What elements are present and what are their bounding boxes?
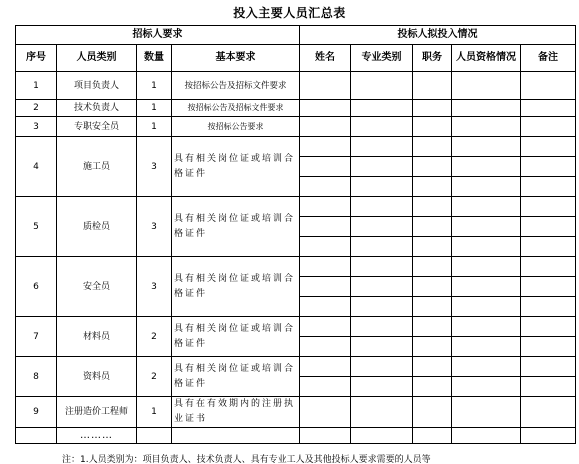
col-header-position: 职务 bbox=[413, 45, 452, 72]
row-index bbox=[16, 428, 57, 444]
cell-position[interactable] bbox=[413, 157, 452, 177]
cell-specialty[interactable] bbox=[351, 72, 413, 100]
cell-position[interactable] bbox=[413, 72, 452, 100]
cell-position[interactable] bbox=[413, 297, 452, 317]
cell-qualification[interactable] bbox=[452, 237, 521, 257]
cell-position[interactable] bbox=[413, 357, 452, 377]
row-requirement: 具有相关岗位证或培训合格证件 bbox=[172, 197, 300, 257]
cell-remarks[interactable] bbox=[521, 72, 576, 100]
cell-specialty[interactable] bbox=[351, 337, 413, 357]
row-category: 资料员 bbox=[57, 357, 137, 397]
row-category: 材料员 bbox=[57, 317, 137, 357]
cell-remarks[interactable] bbox=[521, 277, 576, 297]
row-requirement: 具有相关岗位证或培训合格证件 bbox=[172, 357, 300, 397]
col-header-remarks: 备注 bbox=[521, 45, 576, 72]
row-quantity bbox=[137, 428, 172, 444]
cell-qualification[interactable] bbox=[452, 100, 521, 117]
cell-remarks[interactable] bbox=[521, 428, 576, 444]
cell-remarks[interactable] bbox=[521, 397, 576, 428]
cell-qualification[interactable] bbox=[452, 72, 521, 100]
cell-name[interactable] bbox=[300, 157, 351, 177]
row-quantity: 1 bbox=[137, 72, 172, 100]
cell-position[interactable] bbox=[413, 337, 452, 357]
row-requirement: 具有在有效期内的注册执业证书 bbox=[172, 397, 300, 428]
cell-qualification[interactable] bbox=[452, 428, 521, 444]
col-header-requirement: 基本要求 bbox=[172, 45, 300, 72]
row-index: 3 bbox=[16, 117, 57, 137]
cell-qualification[interactable] bbox=[452, 197, 521, 217]
cell-name[interactable] bbox=[300, 217, 351, 237]
col-header-qualification: 人员资格情况 bbox=[452, 45, 521, 72]
cell-specialty[interactable] bbox=[351, 177, 413, 197]
table-row bbox=[16, 257, 576, 277]
row-quantity: 1 bbox=[137, 117, 172, 137]
row-category: 项目负责人 bbox=[57, 72, 137, 100]
row-index: 4 bbox=[16, 137, 57, 197]
cell-remarks[interactable] bbox=[521, 317, 576, 337]
row-quantity: 1 bbox=[137, 100, 172, 117]
row-index: 6 bbox=[16, 257, 57, 317]
cell-name[interactable] bbox=[300, 117, 351, 137]
column-header-row bbox=[16, 45, 576, 72]
cell-qualification[interactable] bbox=[452, 177, 521, 197]
cell-qualification[interactable] bbox=[452, 357, 521, 377]
cell-position[interactable] bbox=[413, 257, 452, 277]
cell-qualification[interactable] bbox=[452, 277, 521, 297]
cell-name[interactable] bbox=[300, 197, 351, 217]
cell-position[interactable] bbox=[413, 100, 452, 117]
cell-qualification[interactable] bbox=[452, 297, 521, 317]
cell-name[interactable] bbox=[300, 428, 351, 444]
row-index: 9 bbox=[16, 397, 57, 428]
cell-position[interactable] bbox=[413, 217, 452, 237]
cell-remarks[interactable] bbox=[521, 377, 576, 397]
table-row bbox=[16, 357, 576, 377]
cell-qualification[interactable] bbox=[452, 137, 521, 157]
cell-name[interactable] bbox=[300, 337, 351, 357]
cell-specialty[interactable] bbox=[351, 277, 413, 297]
row-quantity: 1 bbox=[137, 397, 172, 428]
cell-qualification[interactable] bbox=[452, 337, 521, 357]
row-index: 8 bbox=[16, 357, 57, 397]
row-requirement: 按招标公告及招标文件要求 bbox=[172, 100, 300, 117]
cell-specialty[interactable] bbox=[351, 257, 413, 277]
cell-qualification[interactable] bbox=[452, 217, 521, 237]
cell-remarks[interactable] bbox=[521, 257, 576, 277]
cell-position[interactable] bbox=[413, 317, 452, 337]
col-header-specialty: 专业类别 bbox=[351, 45, 413, 72]
row-requirement: 具有相关岗位证或培训合格证件 bbox=[172, 137, 300, 197]
group-header-row bbox=[16, 26, 576, 45]
cell-specialty[interactable] bbox=[351, 217, 413, 237]
table-row bbox=[16, 397, 576, 428]
cell-name[interactable] bbox=[300, 377, 351, 397]
cell-position[interactable] bbox=[413, 237, 452, 257]
table-row bbox=[16, 117, 576, 137]
cell-specialty[interactable] bbox=[351, 357, 413, 377]
cell-specialty[interactable] bbox=[351, 157, 413, 177]
cell-name[interactable] bbox=[300, 277, 351, 297]
cell-position[interactable] bbox=[413, 137, 452, 157]
row-category: 注册造价工程师 bbox=[57, 397, 137, 428]
row-requirement bbox=[172, 428, 300, 444]
row-category: 安全员 bbox=[57, 257, 137, 317]
cell-qualification[interactable] bbox=[452, 157, 521, 177]
page-title: 投入主要人员汇总表 bbox=[233, 6, 346, 20]
cell-specialty[interactable] bbox=[351, 317, 413, 337]
cell-name[interactable] bbox=[300, 72, 351, 100]
cell-remarks[interactable] bbox=[521, 137, 576, 157]
cell-specialty[interactable] bbox=[351, 237, 413, 257]
cell-qualification[interactable] bbox=[452, 117, 521, 137]
row-quantity: 2 bbox=[137, 357, 172, 397]
cell-specialty[interactable] bbox=[351, 117, 413, 137]
ellipsis-row bbox=[16, 428, 576, 444]
cell-position[interactable] bbox=[413, 277, 452, 297]
cell-position[interactable] bbox=[413, 177, 452, 197]
cell-name[interactable] bbox=[300, 317, 351, 337]
row-requirement: 具有相关岗位证或培训合格证件 bbox=[172, 317, 300, 357]
row-requirement: 按招标公告及招标文件要求 bbox=[172, 72, 300, 100]
col-header-index: 序号 bbox=[16, 45, 57, 72]
cell-name[interactable] bbox=[300, 297, 351, 317]
cell-name[interactable] bbox=[300, 177, 351, 197]
cell-specialty[interactable] bbox=[351, 428, 413, 444]
cell-specialty[interactable] bbox=[351, 137, 413, 157]
cell-name[interactable] bbox=[300, 137, 351, 157]
table-row bbox=[16, 317, 576, 337]
row-requirement: 按招标公告要求 bbox=[172, 117, 300, 137]
cell-remarks[interactable] bbox=[521, 157, 576, 177]
table-row bbox=[16, 100, 576, 117]
cell-remarks[interactable] bbox=[521, 197, 576, 217]
row-quantity: 3 bbox=[137, 197, 172, 257]
row-category: 技术负责人 bbox=[57, 100, 137, 117]
cell-remarks[interactable] bbox=[521, 177, 576, 197]
cell-position[interactable] bbox=[413, 397, 452, 428]
cell-specialty[interactable] bbox=[351, 397, 413, 428]
row-quantity: 2 bbox=[137, 317, 172, 357]
cell-remarks[interactable] bbox=[521, 297, 576, 317]
cell-name[interactable] bbox=[300, 237, 351, 257]
cell-specialty[interactable] bbox=[351, 100, 413, 117]
row-category: 施工员 bbox=[57, 137, 137, 197]
cell-position[interactable] bbox=[413, 117, 452, 137]
row-index: 5 bbox=[16, 197, 57, 257]
cell-position[interactable] bbox=[413, 197, 452, 217]
staff-summary-table bbox=[15, 25, 576, 444]
row-quantity: 3 bbox=[137, 137, 172, 197]
cell-position[interactable] bbox=[413, 428, 452, 444]
cell-remarks[interactable] bbox=[521, 237, 576, 257]
cell-specialty[interactable] bbox=[351, 297, 413, 317]
col-header-name: 姓名 bbox=[300, 45, 351, 72]
cell-remarks[interactable] bbox=[521, 117, 576, 137]
cell-name[interactable] bbox=[300, 357, 351, 377]
row-requirement: 具有相关岗位证或培训合格证件 bbox=[172, 257, 300, 317]
cell-name[interactable] bbox=[300, 397, 351, 428]
row-index: 7 bbox=[16, 317, 57, 357]
cell-qualification[interactable] bbox=[452, 317, 521, 337]
cell-qualification[interactable] bbox=[452, 257, 521, 277]
row-index: 2 bbox=[16, 100, 57, 117]
row-category: 质检员 bbox=[57, 197, 137, 257]
row-category: 专职安全员 bbox=[57, 117, 137, 137]
cell-remarks[interactable] bbox=[521, 337, 576, 357]
cell-specialty[interactable] bbox=[351, 197, 413, 217]
table-row bbox=[16, 72, 576, 100]
row-index: 1 bbox=[16, 72, 57, 100]
cell-remarks[interactable] bbox=[521, 357, 576, 377]
table-row bbox=[16, 137, 576, 157]
group-header-bidder: 投标人拟投入情况 bbox=[300, 26, 576, 45]
cell-name[interactable] bbox=[300, 100, 351, 117]
cell-specialty[interactable] bbox=[351, 377, 413, 397]
col-header-quantity: 数量 bbox=[137, 45, 172, 72]
row-quantity: 3 bbox=[137, 257, 172, 317]
table-row bbox=[16, 197, 576, 217]
col-header-category: 人员类别 bbox=[57, 45, 137, 72]
cell-remarks[interactable] bbox=[521, 100, 576, 117]
cell-name[interactable] bbox=[300, 257, 351, 277]
group-header-tenderer: 招标人要求 bbox=[16, 26, 300, 45]
footnote: 注：1.人员类别为：项目负责人、技术负责人、具有专业工人及其他投标人要求需要的人员等 bbox=[62, 455, 431, 464]
ellipsis-text: ……… bbox=[57, 428, 137, 444]
cell-qualification[interactable] bbox=[452, 377, 521, 397]
cell-remarks[interactable] bbox=[521, 217, 576, 237]
cell-qualification[interactable] bbox=[452, 397, 521, 428]
cell-position[interactable] bbox=[413, 377, 452, 397]
